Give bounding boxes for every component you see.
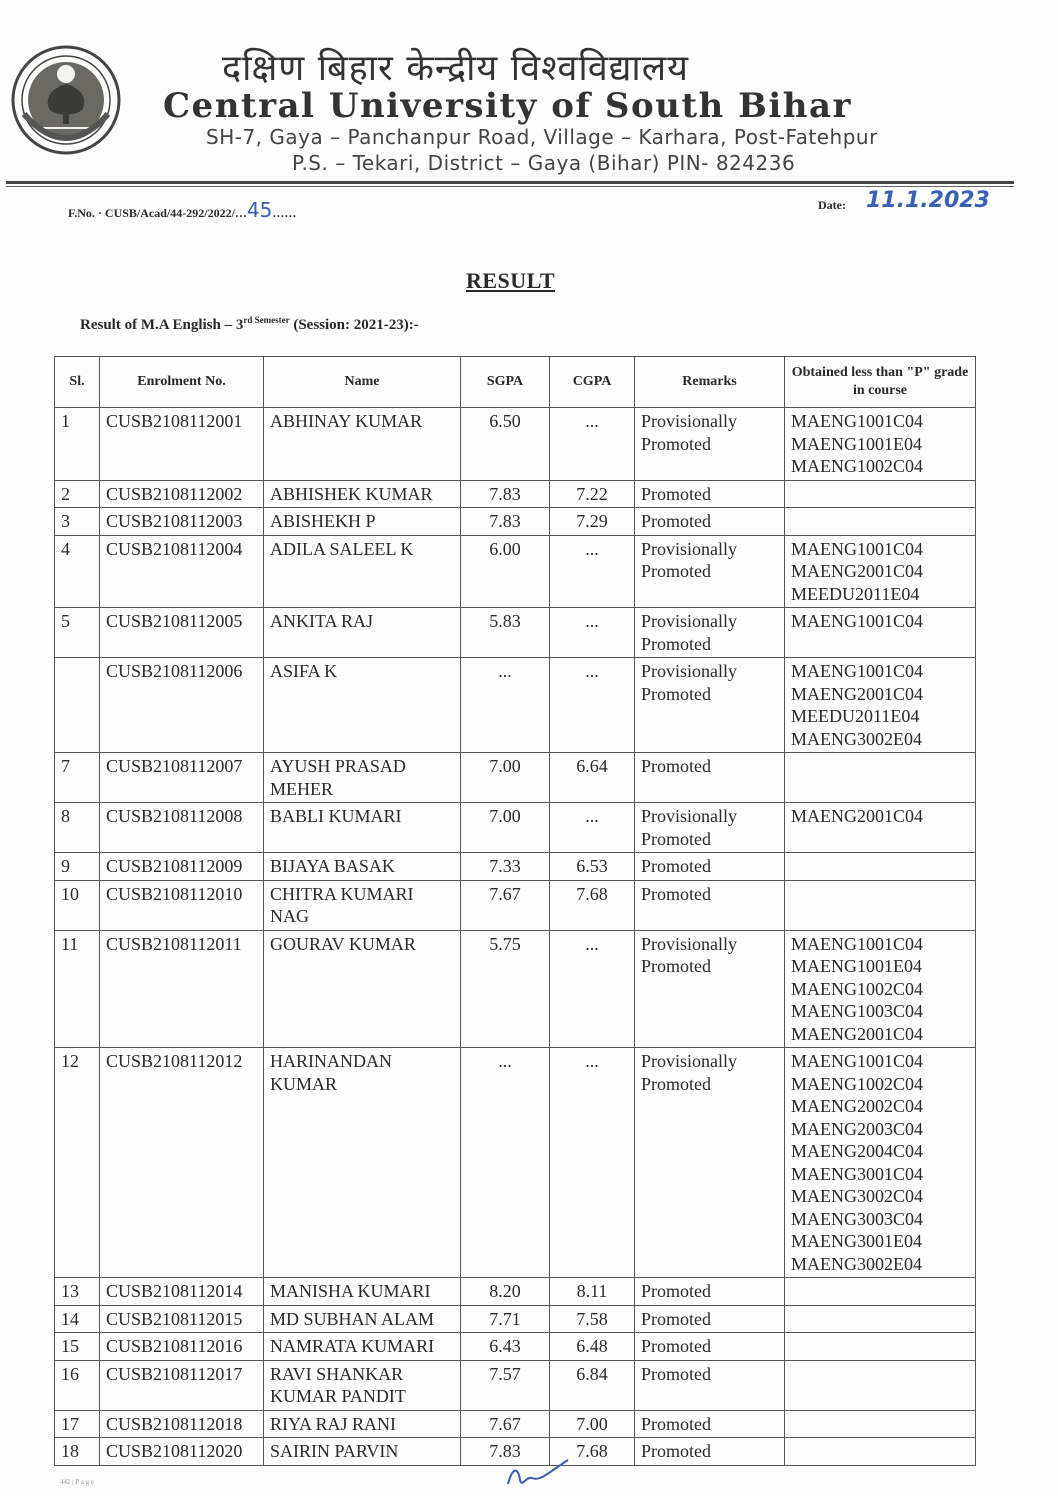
cell-sl: 14 xyxy=(55,1305,100,1333)
cell-sl: 12 xyxy=(55,1048,100,1278)
table-row xyxy=(55,1410,976,1438)
cell-enrolment: CUSB2108112020 xyxy=(100,1438,264,1466)
cell-enrolment: CUSB2108112006 xyxy=(100,658,264,753)
cell-courses xyxy=(785,408,976,481)
document-subtitle xyxy=(80,315,419,334)
cell-courses xyxy=(785,930,976,1048)
course-code: MAENG1001C04 xyxy=(791,661,924,681)
table-row xyxy=(55,408,976,481)
cell-sgpa: 5.75 xyxy=(461,930,550,1048)
file-number-tail: …… xyxy=(272,206,297,220)
cell-enrolment: CUSB2108112017 xyxy=(100,1360,264,1410)
signature xyxy=(502,1454,572,1494)
cell-cgpa: 7.68 xyxy=(550,1438,635,1466)
cell-name: ASIFA K xyxy=(264,658,461,753)
cell-sl: 5 xyxy=(55,608,100,658)
table-row xyxy=(55,1048,976,1278)
header-divider xyxy=(6,181,1014,184)
cell-sgpa: 7.83 xyxy=(461,1438,550,1466)
table-row xyxy=(55,535,976,608)
cell-remarks: Provisionally Promoted xyxy=(635,535,785,608)
cell-courses xyxy=(785,1360,976,1410)
cell-sl: 2 xyxy=(55,480,100,508)
university-name-hindi: दक्षिण बिहार केन्द्रीय विश्वविद्यालय xyxy=(222,48,690,89)
result-table xyxy=(54,356,976,1466)
cell-courses xyxy=(785,1305,976,1333)
course-code: MAENG3002E04 xyxy=(791,728,922,749)
cell-remarks: Promoted xyxy=(635,753,785,803)
table-row xyxy=(55,803,976,853)
course-code: MAENG2001C04 xyxy=(791,806,924,826)
table-row xyxy=(55,753,976,803)
page-footer: 442 | P a g e xyxy=(60,1478,94,1486)
cell-cgpa: 6.53 xyxy=(550,853,635,881)
course-code: MAENG1001E04 xyxy=(791,956,922,976)
cell-name: ABHINAY KUMAR xyxy=(264,408,461,481)
cell-cgpa: 7.29 xyxy=(550,508,635,536)
cell-cgpa: 7.58 xyxy=(550,1305,635,1333)
cell-enrolment: CUSB2108112002 xyxy=(100,480,264,508)
header-remarks: Remarks xyxy=(635,357,785,408)
course-code: MEEDU2011E04 xyxy=(791,583,920,604)
cell-cgpa: 6.48 xyxy=(550,1333,635,1361)
cell-cgpa: ... xyxy=(550,930,635,1048)
cell-courses xyxy=(785,803,976,853)
subtitle-prefix: Result of M.A English – 3 xyxy=(80,317,244,333)
cell-remarks: Promoted xyxy=(635,480,785,508)
cell-courses xyxy=(785,1410,976,1438)
file-number-label: F.No. · CUSB/Acad/44-292/2022/… xyxy=(68,206,247,220)
table-row xyxy=(55,508,976,536)
university-name-english: Central University of South Bihar xyxy=(163,86,852,126)
cell-sgpa: 8.20 xyxy=(461,1278,550,1306)
header-sl: Sl. xyxy=(55,357,100,408)
cell-enrolment: CUSB2108112016 xyxy=(100,1333,264,1361)
course-code: MAENG3002E04 xyxy=(791,1253,922,1274)
course-code: MAENG3002C04 xyxy=(791,1186,924,1206)
cell-sl: 4 xyxy=(55,535,100,608)
cell-name: AYUSH PRASAD MEHER xyxy=(264,753,461,803)
table-row xyxy=(55,880,976,930)
course-code: MAENG1002C04 xyxy=(791,978,924,999)
cell-name: BIJAYA BASAK xyxy=(264,853,461,881)
cell-sgpa: ... xyxy=(461,1048,550,1278)
cell-cgpa: 7.00 xyxy=(550,1410,635,1438)
cell-sgpa: 7.83 xyxy=(461,508,550,536)
cell-courses xyxy=(785,1048,976,1278)
cell-sl: 8 xyxy=(55,803,100,853)
course-code: MAENG2002C04 xyxy=(791,1096,924,1116)
course-code: MAENG3003C04 xyxy=(791,1208,924,1229)
cell-enrolment: CUSB2108112015 xyxy=(100,1305,264,1333)
cell-remarks: Promoted xyxy=(635,508,785,536)
cell-sl: 15 xyxy=(55,1333,100,1361)
cell-courses xyxy=(785,1333,976,1361)
cell-enrolment: CUSB2108112018 xyxy=(100,1410,264,1438)
cell-courses xyxy=(785,880,976,930)
course-code: MAENG1002C04 xyxy=(791,456,924,476)
course-code: MAENG1001C04 xyxy=(791,1051,924,1071)
date-handwritten: 11.1.2023 xyxy=(866,188,990,213)
subtitle-superscript: rd Semester xyxy=(243,315,290,325)
cell-courses xyxy=(785,608,976,658)
course-code: MAENG1001E04 xyxy=(791,433,922,454)
cell-sgpa: 7.67 xyxy=(461,880,550,930)
cell-sgpa: 6.50 xyxy=(461,408,550,481)
cell-cgpa: 7.22 xyxy=(550,480,635,508)
cell-enrolment: CUSB2108112011 xyxy=(100,930,264,1048)
cell-courses xyxy=(785,753,976,803)
cell-sl: 10 xyxy=(55,880,100,930)
course-code: MEEDU2011E04 xyxy=(791,706,920,726)
course-code: MAENG2003C04 xyxy=(791,1118,924,1139)
cell-courses xyxy=(785,658,976,753)
course-code: MAENG1002C04 xyxy=(791,1073,924,1094)
cell-remarks: Provisionally Promoted xyxy=(635,608,785,658)
cell-cgpa: 8.11 xyxy=(550,1278,635,1306)
cell-enrolment: CUSB2108112007 xyxy=(100,753,264,803)
course-code: MAENG1003C04 xyxy=(791,1001,924,1021)
cell-sgpa: 7.83 xyxy=(461,480,550,508)
cell-cgpa: 7.68 xyxy=(550,880,635,930)
course-code: MAENG3001E04 xyxy=(791,1231,922,1251)
table-row xyxy=(55,480,976,508)
cell-enrolment: CUSB2108112010 xyxy=(100,880,264,930)
cell-name: CHITRA KUMARI NAG xyxy=(264,880,461,930)
table-row xyxy=(55,853,976,881)
table-row xyxy=(55,1305,976,1333)
course-code: MAENG1001C04 xyxy=(791,611,924,631)
cell-name: BABLI KUMARI xyxy=(264,803,461,853)
cell-remarks: Provisionally Promoted xyxy=(635,658,785,753)
file-number xyxy=(68,198,296,222)
cell-cgpa: 6.64 xyxy=(550,753,635,803)
cell-name: ABISHEKH P xyxy=(264,508,461,536)
course-code: MAENG1001C04 xyxy=(791,933,924,954)
cell-name: GOURAV KUMAR xyxy=(264,930,461,1048)
table-row xyxy=(55,658,976,753)
course-code: MAENG2004C04 xyxy=(791,1141,924,1161)
cell-remarks: Provisionally Promoted xyxy=(635,1048,785,1278)
cell-name: RAVI SHANKAR KUMAR PANDIT xyxy=(264,1360,461,1410)
date-label: Date: xyxy=(818,198,846,212)
cell-enrolment: CUSB2108112012 xyxy=(100,1048,264,1278)
cell-courses xyxy=(785,1438,976,1466)
cell-sl: 7 xyxy=(55,753,100,803)
cell-sl: 16 xyxy=(55,1360,100,1410)
subtitle-suffix: (Session: 2021-23):- xyxy=(289,317,419,333)
cell-sl: 13 xyxy=(55,1278,100,1306)
cell-remarks: Promoted xyxy=(635,853,785,881)
cell-sgpa: 7.67 xyxy=(461,1410,550,1438)
cell-sgpa: 6.43 xyxy=(461,1333,550,1361)
cell-cgpa: ... xyxy=(550,803,635,853)
cell-sgpa: ... xyxy=(461,658,550,753)
table-row xyxy=(55,930,976,1048)
cell-name: ABHISHEK KUMAR xyxy=(264,480,461,508)
document-title: RESULT xyxy=(466,268,556,293)
cell-courses xyxy=(785,535,976,608)
course-code: MAENG2001C04 xyxy=(791,561,924,581)
course-code: MAENG2001C04 xyxy=(791,683,924,704)
header-divider-thin xyxy=(6,186,1014,187)
cell-remarks: Provisionally Promoted xyxy=(635,803,785,853)
cell-sl: 18 xyxy=(55,1438,100,1466)
cell-name: MANISHA KUMARI xyxy=(264,1278,461,1306)
cell-enrolment: CUSB2108112004 xyxy=(100,535,264,608)
cell-name: MD SUBHAN ALAM xyxy=(264,1305,461,1333)
cell-sgpa: 7.00 xyxy=(461,753,550,803)
cell-remarks: Promoted xyxy=(635,1305,785,1333)
cell-sl: 3 xyxy=(55,508,100,536)
cell-sgpa: 7.71 xyxy=(461,1305,550,1333)
cell-enrolment: CUSB2108112014 xyxy=(100,1278,264,1306)
cell-sgpa: 6.00 xyxy=(461,535,550,608)
cell-enrolment: CUSB2108112009 xyxy=(100,853,264,881)
cell-sl: 11 xyxy=(55,930,100,1048)
cell-enrolment: CUSB2108112005 xyxy=(100,608,264,658)
cell-sgpa: 7.00 xyxy=(461,803,550,853)
cell-sgpa: 7.57 xyxy=(461,1360,550,1410)
file-number-handwritten: 45 xyxy=(246,198,273,222)
cell-sl: 9 xyxy=(55,853,100,881)
course-code: MAENG2001C04 xyxy=(791,1023,924,1044)
cell-remarks: Promoted xyxy=(635,1278,785,1306)
address-line-2: P.S. – Tekari, District – Gaya (Bihar) PIN- 824236 xyxy=(292,151,796,175)
cell-sl: 1 xyxy=(55,408,100,481)
header-cgpa: CGPA xyxy=(550,357,635,408)
cell-enrolment: CUSB2108112003 xyxy=(100,508,264,536)
cell-sl: 17 xyxy=(55,1410,100,1438)
table-row xyxy=(55,1278,976,1306)
cell-enrolment: CUSB2108112008 xyxy=(100,803,264,853)
cell-name: ADILA SALEEL K xyxy=(264,535,461,608)
header-enrolment: Enrolment No. xyxy=(100,357,264,408)
cell-remarks: Promoted xyxy=(635,1333,785,1361)
cell-name: SAIRIN PARVIN xyxy=(264,1438,461,1466)
header-name: Name xyxy=(264,357,461,408)
course-code: MAENG1001C04 xyxy=(791,411,924,431)
table-row xyxy=(55,1333,976,1361)
cell-cgpa: ... xyxy=(550,408,635,481)
cell-sgpa: 5.83 xyxy=(461,608,550,658)
course-code: MAENG1001C04 xyxy=(791,538,924,559)
header-sgpa: SGPA xyxy=(461,357,550,408)
cell-name: HARINANDAN KUMAR xyxy=(264,1048,461,1278)
course-code: MAENG3001C04 xyxy=(791,1163,924,1184)
cell-sgpa: 7.33 xyxy=(461,853,550,881)
cell-name: RIYA RAJ RANI xyxy=(264,1410,461,1438)
cell-remarks: Promoted xyxy=(635,880,785,930)
university-seal-logo xyxy=(10,44,122,156)
cell-courses xyxy=(785,480,976,508)
table-row xyxy=(55,1360,976,1410)
cell-courses xyxy=(785,508,976,536)
cell-cgpa: ... xyxy=(550,535,635,608)
cell-enrolment: CUSB2108112001 xyxy=(100,408,264,481)
cell-cgpa: ... xyxy=(550,608,635,658)
cell-name: ANKITA RAJ xyxy=(264,608,461,658)
cell-cgpa: ... xyxy=(550,1048,635,1278)
cell-courses xyxy=(785,853,976,881)
address-line-1: SH-7, Gaya – Panchanpur Road, Village – Karhara, Post-Fatehpur xyxy=(206,125,878,149)
table-row xyxy=(55,608,976,658)
cell-cgpa: 6.84 xyxy=(550,1360,635,1410)
cell-courses xyxy=(785,1278,976,1306)
cell-remarks: Promoted xyxy=(635,1360,785,1410)
cell-remarks: Provisionally Promoted xyxy=(635,930,785,1048)
cell-name: NAMRATA KUMARI xyxy=(264,1333,461,1361)
cell-remarks: Promoted xyxy=(635,1438,785,1466)
table-header-row xyxy=(55,357,976,408)
header-courses: Obtained less than "P" grade in course xyxy=(785,357,976,408)
cell-sl xyxy=(55,658,100,753)
result-table-body xyxy=(55,408,976,1466)
cell-remarks: Promoted xyxy=(635,1410,785,1438)
cell-remarks: Provisionally Promoted xyxy=(635,408,785,481)
cell-cgpa: ... xyxy=(550,658,635,753)
